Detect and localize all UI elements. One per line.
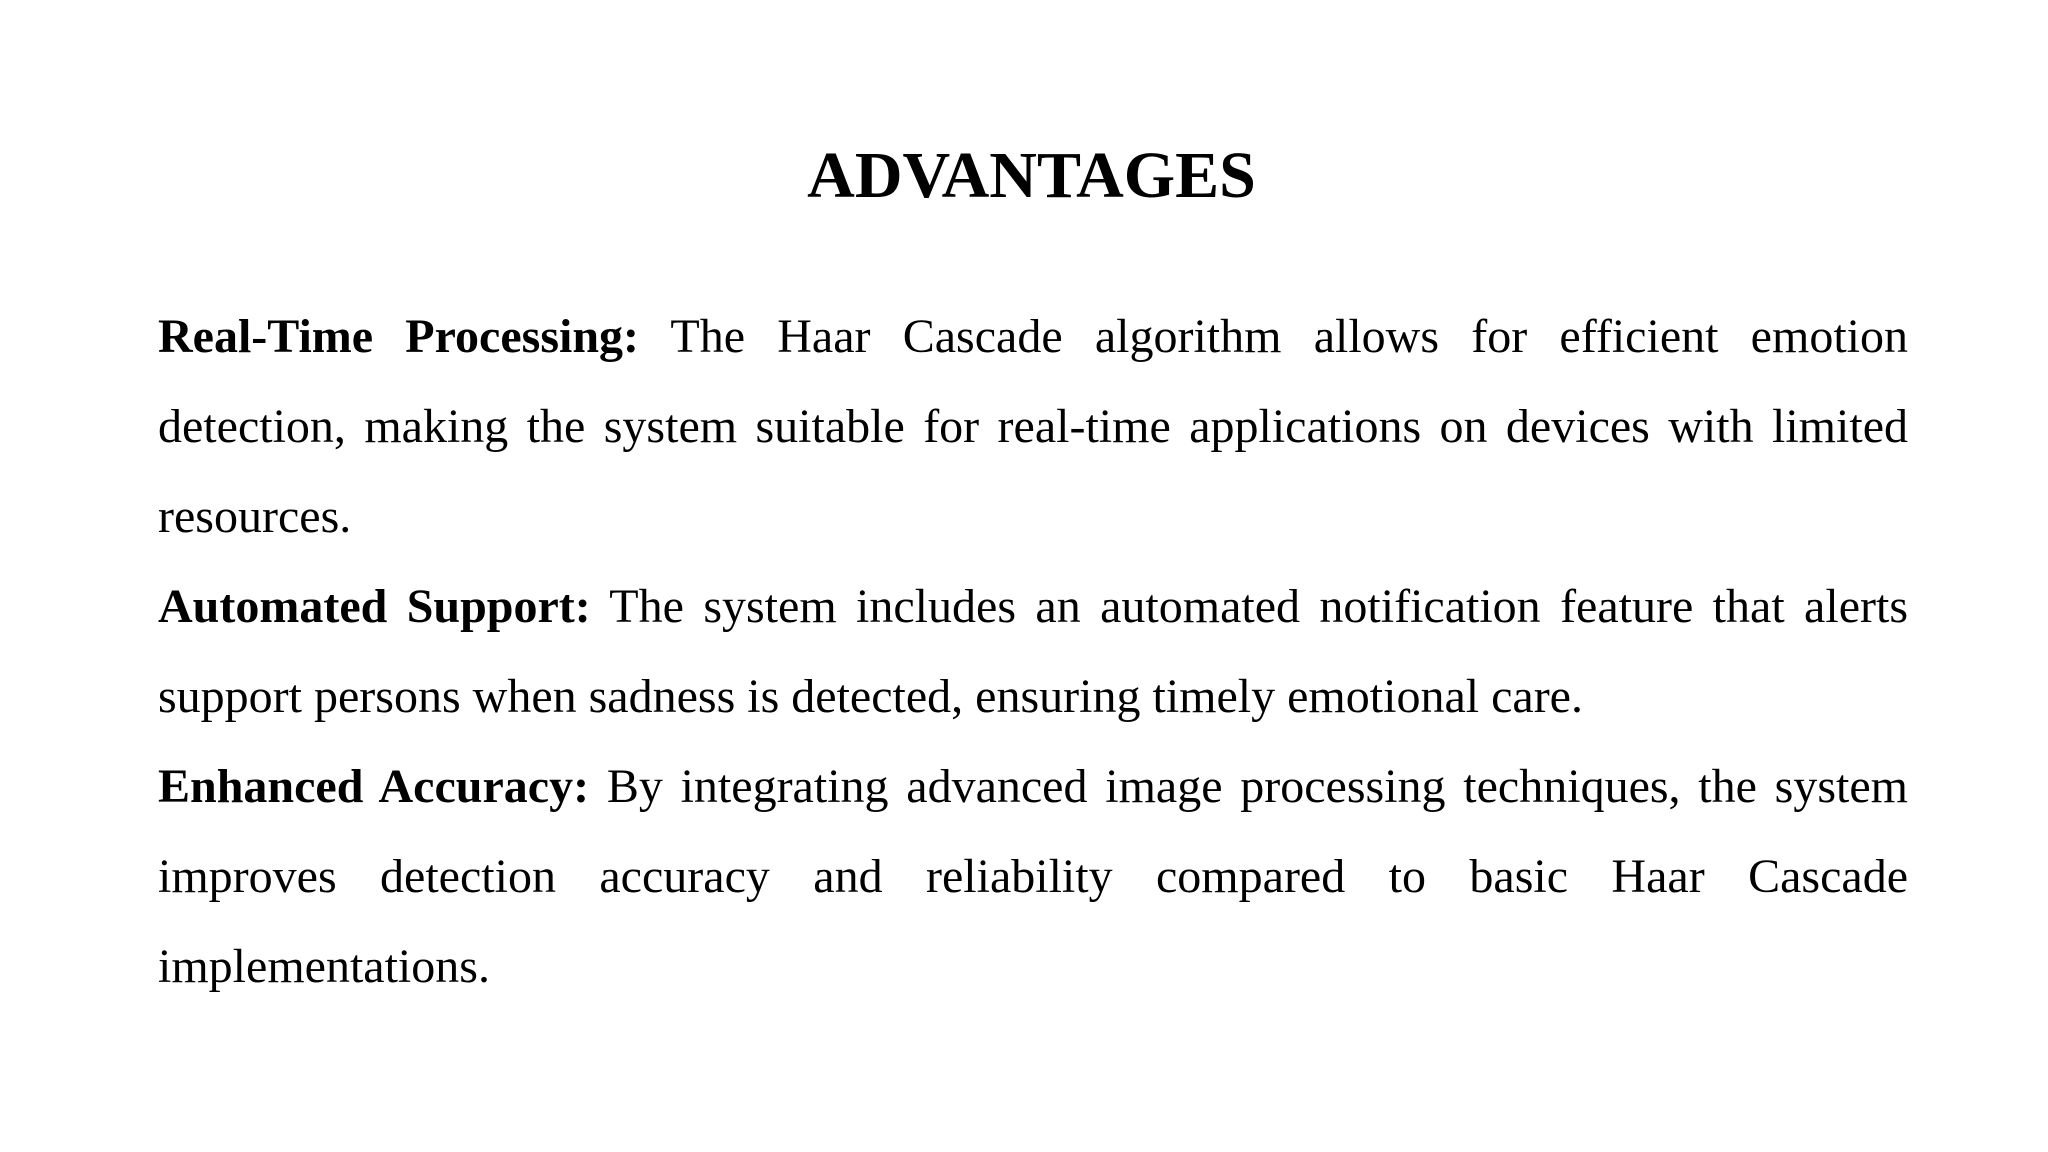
advantage-term: Automated Support: [158, 580, 591, 633]
advantage-description: By integrating advanced image processing techniques, the system improves detection accuracy and reliability compared to basic Haar Cascade implementations. [158, 760, 1909, 993]
advantage-item-automated-support [158, 562, 1908, 742]
advantage-item-real-time-processing [158, 292, 1908, 562]
advantage-description: The Haar Cascade algorithm allows for efficient emotion detection, making the system suitable for real-time applications on devices with limited resources. [158, 310, 1908, 543]
advantage-term: Enhanced Accuracy: [158, 760, 590, 813]
advantage-description: The system includes an automated notification feature that alerts support persons when sadness is detected, ensuring timely emotional care. [158, 580, 1908, 723]
advantage-item-enhanced-accuracy [158, 742, 1908, 1012]
advantages-list [158, 292, 1908, 1012]
slide-title: ADVANTAGES [807, 139, 1256, 212]
advantage-term: Real-Time Processing: [158, 310, 640, 363]
